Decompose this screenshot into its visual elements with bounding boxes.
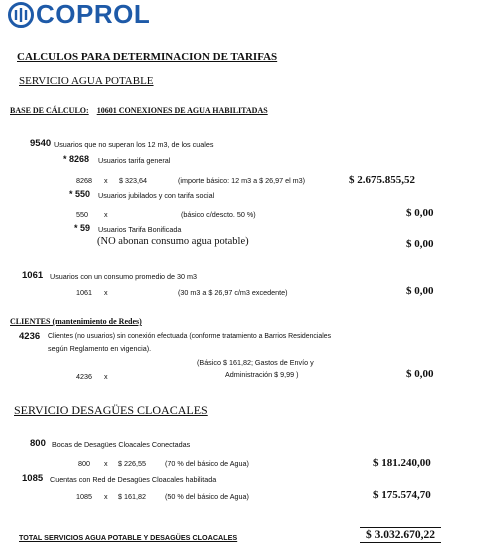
g1b-bullet: * 550: [69, 189, 91, 199]
s1-number: 800: [30, 438, 46, 449]
s1-x: x: [104, 459, 108, 468]
g2-text: Usuarios con un consumo promedio de 30 m3: [50, 272, 198, 281]
g1b-qty: 550: [76, 210, 88, 219]
s2-price: $ 161,82: [118, 492, 146, 501]
g1c-amount: $ 0,00: [406, 238, 434, 250]
g1a-amount: $ 2.675.855,52: [349, 174, 415, 186]
total-amount: $ 3.032.670,22: [360, 527, 441, 543]
s1-text: Bocas de Desagües Cloacales Conectadas: [52, 440, 191, 449]
g1a-text: Usuarios tarifa general: [98, 156, 171, 165]
s1-amount: $ 181.240,00: [373, 457, 431, 469]
g1-number: 9540: [30, 138, 52, 149]
s2-number: 1085: [22, 473, 44, 484]
coprol-logo: [8, 2, 168, 28]
clients-x: x: [104, 372, 108, 381]
g2-desc: (30 m3 a $ 26,97 c/m3 excedente): [178, 288, 288, 297]
clients-number: 4236: [19, 331, 41, 342]
section-water-heading: SERVICIO AGUA POTABLE: [19, 75, 154, 87]
g1b-x: x: [104, 210, 108, 219]
g1a-desc: (importe básico: 12 m3 a $ 26,97 el m3): [178, 176, 306, 185]
coprol-emblem-icon: [8, 2, 34, 28]
s2-desc: (50 % del básico de Agua): [165, 492, 249, 501]
s2-qty: 1085: [76, 492, 92, 501]
g1a-bullet: * 8268: [63, 154, 90, 164]
g1a-price: $ 323,64: [119, 176, 147, 185]
g1c-text: Usuarios Tarifa Bonificada: [98, 225, 182, 234]
g2-number: 1061: [22, 270, 44, 281]
clients-text-2: según Reglamento en vigencia).: [48, 344, 152, 353]
s1-desc: (70 % del básico de Agua): [165, 459, 249, 468]
s1-qty: 800: [78, 459, 90, 468]
clients-amount: $ 0,00: [406, 368, 434, 380]
g1a-x: x: [104, 176, 108, 185]
clients-desc-1: (Básico $ 161,82; Gastos de Envío y: [197, 358, 314, 367]
total-label: TOTAL SERVICIOS AGUA POTABLE Y DESAGÜES CLOACALES: [19, 533, 238, 542]
g2-qty: 1061: [76, 288, 92, 297]
clients-heading: CLIENTES (mantenimiento de Redes): [10, 317, 142, 326]
page-title: CALCULOS PARA DETERMINACION DE TARIFAS: [17, 51, 278, 63]
clients-qty: 4236: [76, 372, 92, 381]
section-sewer-heading: SERVICIO DESAGÜES CLOACALES: [14, 403, 208, 417]
logo-text: COPROL: [36, 0, 151, 29]
g1-text: Usuarios que no superan los 12 m3, de los cuales: [54, 140, 214, 149]
g1a-qty: 8268: [76, 176, 92, 185]
s2-amount: $ 175.574,70: [373, 489, 431, 501]
g1b-desc: (básico c/descto. 50 %): [181, 210, 256, 219]
clients-text-1: Clientes (no usuarios) sin conexión efectuada (conforme tratamiento a Barrios Residenciales: [48, 333, 332, 340]
s2-text: Cuentas con Red de Desagües Cloacales habilitada: [50, 475, 217, 484]
g1b-text: Usuarios jubilados y con tarifa social: [98, 191, 215, 200]
g1b-amount: $ 0,00: [406, 207, 434, 219]
base-label: BASE DE CÁLCULO: 10601 CONEXIONES DE AGUA HABILITADAS: [10, 106, 268, 115]
g1c-bullet: * 59: [74, 223, 91, 233]
clients-desc-2: Administración $ 9,99 ): [225, 370, 299, 379]
g2-amount: $ 0,00: [406, 285, 434, 297]
g1c-note: (NO abonan consumo agua potable): [97, 236, 249, 247]
g2-x: x: [104, 288, 108, 297]
s1-price: $ 226,55: [118, 459, 146, 468]
s2-x: x: [104, 492, 108, 501]
